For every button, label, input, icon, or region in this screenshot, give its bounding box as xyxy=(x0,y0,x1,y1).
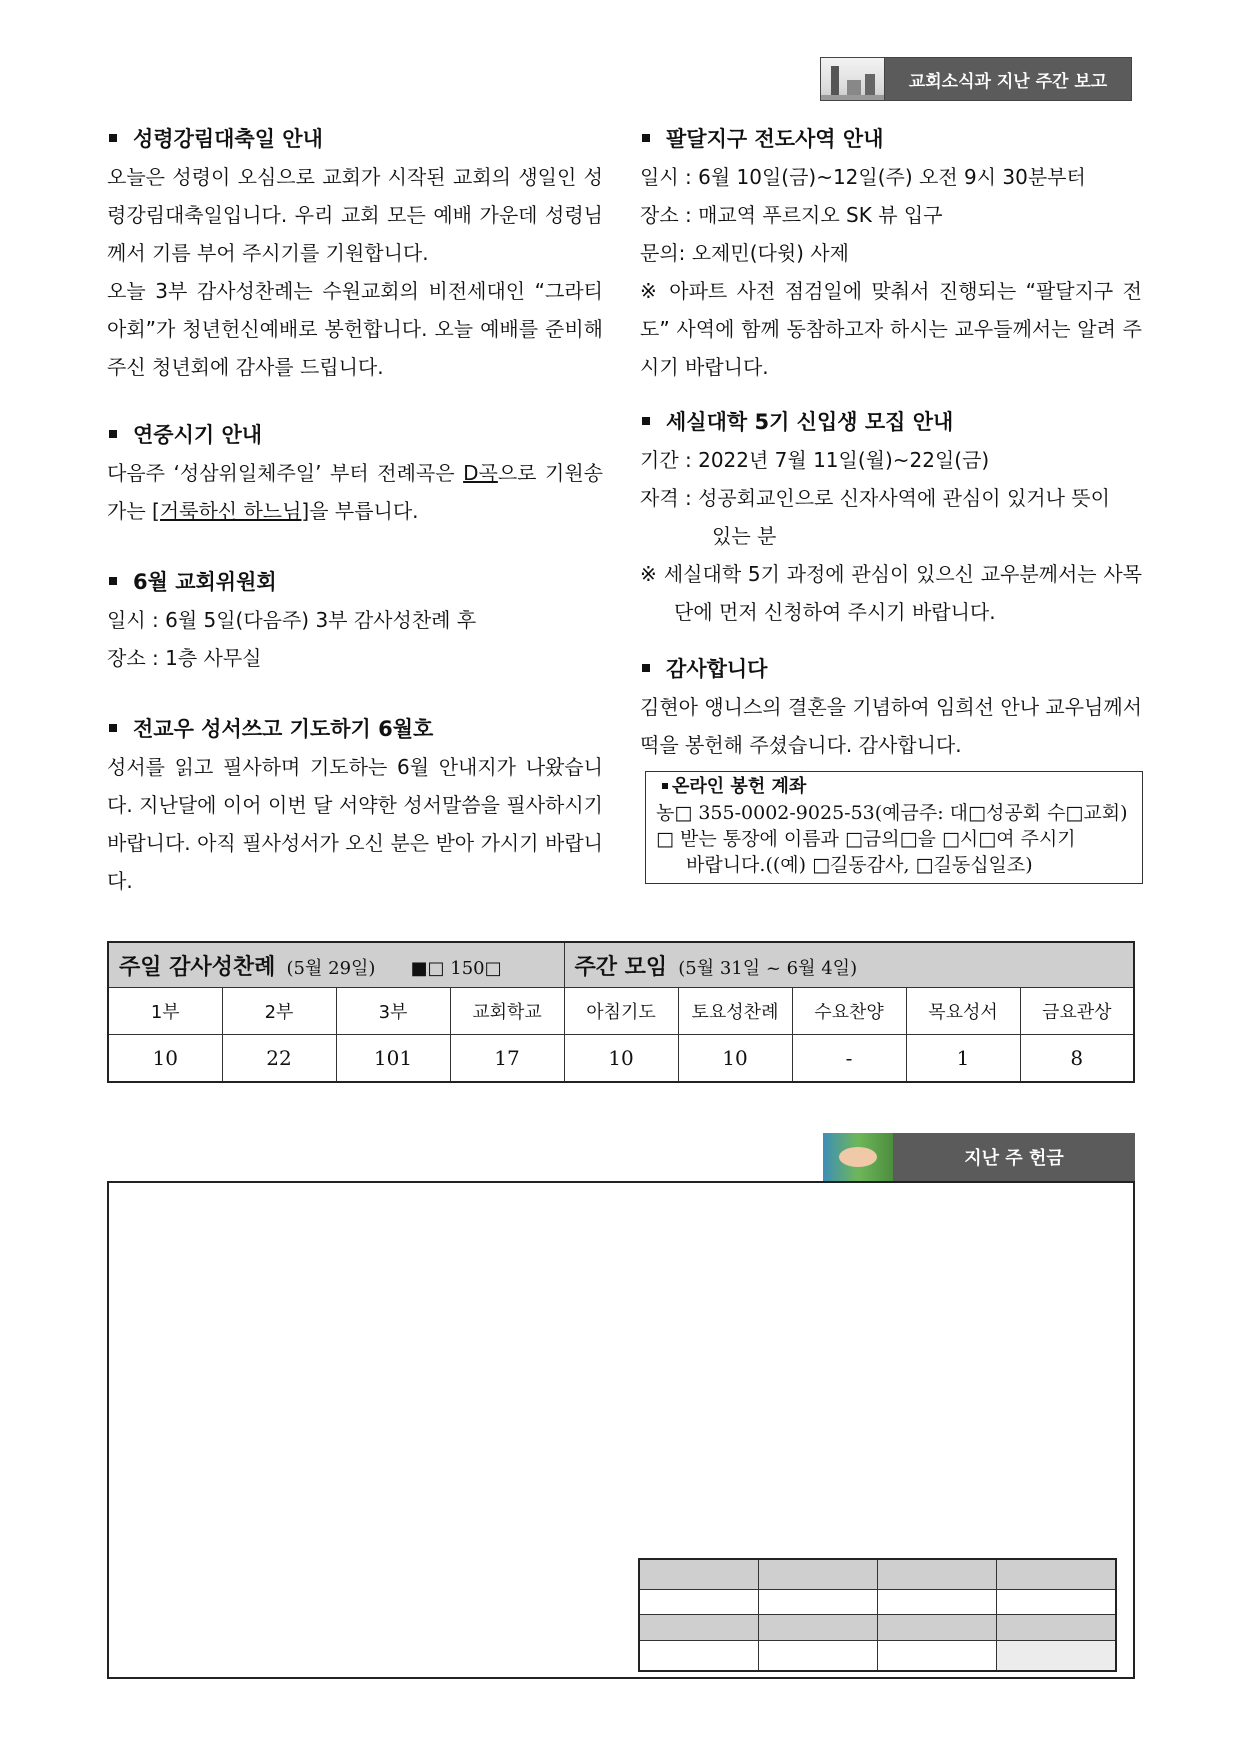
underlined-text: D곡 xyxy=(463,461,498,485)
notice-title: 팔달지구 전도사역 안내 xyxy=(666,127,884,151)
attendance-table xyxy=(107,941,1135,1083)
notice-line: 일시 : 6월 5일(다음주) 3부 감사성찬례 후 xyxy=(107,608,477,632)
section-header-label: 교회소식과 지난 주간 보고 xyxy=(885,58,1131,100)
notice-body: 성서를 읽고 필사하며 기도하는 6월 안내지가 나왔습니다. 지난달에 이어 이번 달 서약한 성서말씀을 필사하시기 바랍니다. 아직 필사성서가 오신 분은 받아 가시기 바랍니다. xyxy=(107,755,603,893)
notice-line: 일시 : 6월 10일(금)~12일(주) 오전 9시 30분부터 xyxy=(640,165,1086,189)
attendance-value: 10 xyxy=(564,1035,678,1083)
church-building-thumbnail xyxy=(821,58,885,100)
underlined-text: [거룩하신 하느님] xyxy=(152,499,310,523)
bank-account-line: 농□ 355-0002-9025-53(예금주: 대□성공회 수□교회) xyxy=(656,802,1128,824)
column-header: 수요찬양 xyxy=(792,988,906,1035)
attendance-value: 1 xyxy=(906,1035,1020,1083)
column-header: 3부 xyxy=(336,988,450,1035)
column-header: 아침기도 xyxy=(564,988,678,1035)
column-header: 목요성서 xyxy=(906,988,1020,1035)
notice-body: 오늘은 성령이 오심으로 교회가 시작된 교회의 생일인 성령강림대축일입니다. 우리 교회 모든 예배 가운데 성령님께서 기름 부어 주시기를 기원합니다. xyxy=(107,165,603,265)
week-title: 주간 모임 xyxy=(574,954,668,980)
notice-line: 문의: 오제민(다윗) 사제 xyxy=(640,241,849,265)
attendance-value: - xyxy=(792,1035,906,1083)
notice-thanks xyxy=(640,654,1142,764)
notice-line: 기간 : 2022년 7월 11일(월)~22일(금) xyxy=(640,448,990,472)
notice-body: ※ 아파트 사전 점검일에 맞춰서 진행되는 “팔달지구 전도” 사역에 함께 동참하고자 하시는 교우들께서는 알려 주시기 바랍니다. xyxy=(640,279,1142,379)
bullet-square-icon xyxy=(109,577,117,585)
week-header-cell xyxy=(564,942,1134,988)
column-header: 1부 xyxy=(108,988,222,1035)
notice-title: 전교우 성서쓰고 기도하기 6월호 xyxy=(133,717,434,741)
attendance-column-row xyxy=(108,988,1134,1035)
notice-line: 자격 : 성공회교인으로 신자사역에 관심이 있거나 뜻이 xyxy=(640,486,1110,510)
bullet-square-icon xyxy=(642,134,650,142)
offering-header-label: 지난 주 헌금 xyxy=(893,1133,1135,1181)
sunday-total: ■□ 150□ xyxy=(410,957,502,979)
column-header: 교회학교 xyxy=(450,988,564,1035)
week-date: (5월 31일 ~ 6월 4일) xyxy=(678,957,858,979)
attendance-value: 10 xyxy=(678,1035,792,1083)
notice-title: 감사합니다 xyxy=(666,657,768,681)
column-header: 토요성찬례 xyxy=(678,988,792,1035)
bullet-square-icon xyxy=(642,417,650,425)
notice-title: 세실대학 5기 신입생 모집 안내 xyxy=(666,410,954,434)
notice-pentecost xyxy=(107,124,603,386)
bank-note-line: □ 받는 통장에 이름과 □금의□을 □시□여 주시기 xyxy=(656,828,1076,850)
sunday-date: (5월 29일) xyxy=(286,957,376,979)
offering-summary-row xyxy=(639,1559,1116,1589)
notice-council xyxy=(107,567,603,677)
bullet-square-icon xyxy=(109,430,117,438)
column-header: 2부 xyxy=(222,988,336,1035)
attendance-value: 17 xyxy=(450,1035,564,1083)
bullet-square-icon xyxy=(109,724,117,732)
offering-summary-row xyxy=(639,1615,1116,1641)
notice-line: 장소 : 매교역 푸르지오 SK 뷰 입구 xyxy=(640,203,943,227)
notice-body: 오늘 3부 감사성찬례는 수원교회의 비전세대인 “그라티아회”가 청년헌신예배로 봉헌합니다. 오늘 예배를 준비해 주신 청년회에 감사를 드립니다. xyxy=(107,279,603,379)
online-offering-account-box xyxy=(645,771,1143,884)
offering-summary-row xyxy=(639,1641,1116,1671)
attendance-value: 22 xyxy=(222,1035,336,1083)
attendance-value: 10 xyxy=(108,1035,222,1083)
bullet-square-icon xyxy=(662,783,668,789)
column-header: 금요관상 xyxy=(1020,988,1134,1035)
sunday-header-cell xyxy=(108,942,564,988)
sunday-title: 주일 감사성찬례 xyxy=(119,954,276,980)
notice-title: 연중시기 안내 xyxy=(133,423,263,447)
bank-note-line: 바랍니다.((예) □길동감사, □길동십일조) xyxy=(686,854,1033,876)
notice-cecil-college xyxy=(640,407,1142,631)
attendance-value: 8 xyxy=(1020,1035,1134,1083)
notice-title: 성령강림대축일 안내 xyxy=(133,127,323,151)
bank-title: 온라인 봉헌 계좌 xyxy=(672,776,807,797)
offering-summary-table xyxy=(638,1558,1117,1672)
hands-photo-thumbnail xyxy=(823,1133,893,1181)
bullet-square-icon xyxy=(642,664,650,672)
attendance-value-row xyxy=(108,1035,1134,1083)
section-header-badge xyxy=(820,57,1132,101)
notice-bible-writing xyxy=(107,714,603,900)
notice-title: 6월 교회위원회 xyxy=(133,570,277,594)
offering-summary-row xyxy=(639,1589,1116,1615)
notice-body: 김현아 앵니스의 결혼을 기념하여 임희선 안나 교우님께서 떡을 봉헌해 주셨습니다. 감사합니다. xyxy=(640,695,1142,757)
offering-header-badge xyxy=(823,1133,1135,1181)
notice-body: 다음주 ‘성삼위일체주일’ 부터 전례곡은 D곡으로 기원송가는 [거룩하신 하느님]을 부릅니다. xyxy=(107,461,603,523)
notice-line: 있는 분 xyxy=(712,524,777,548)
notice-ordinary-time xyxy=(107,420,603,530)
notice-evangelism xyxy=(640,124,1142,386)
attendance-value: 101 xyxy=(336,1035,450,1083)
notice-line: 장소 : 1층 사무실 xyxy=(107,646,262,670)
attendance-header-row xyxy=(108,942,1134,988)
bullet-square-icon xyxy=(109,134,117,142)
notice-body: ※ 세실대학 5기 과정에 관심이 있으신 교우분께서는 사목단에 먼저 신청하여 주시기 바랍니다. xyxy=(640,562,1142,624)
